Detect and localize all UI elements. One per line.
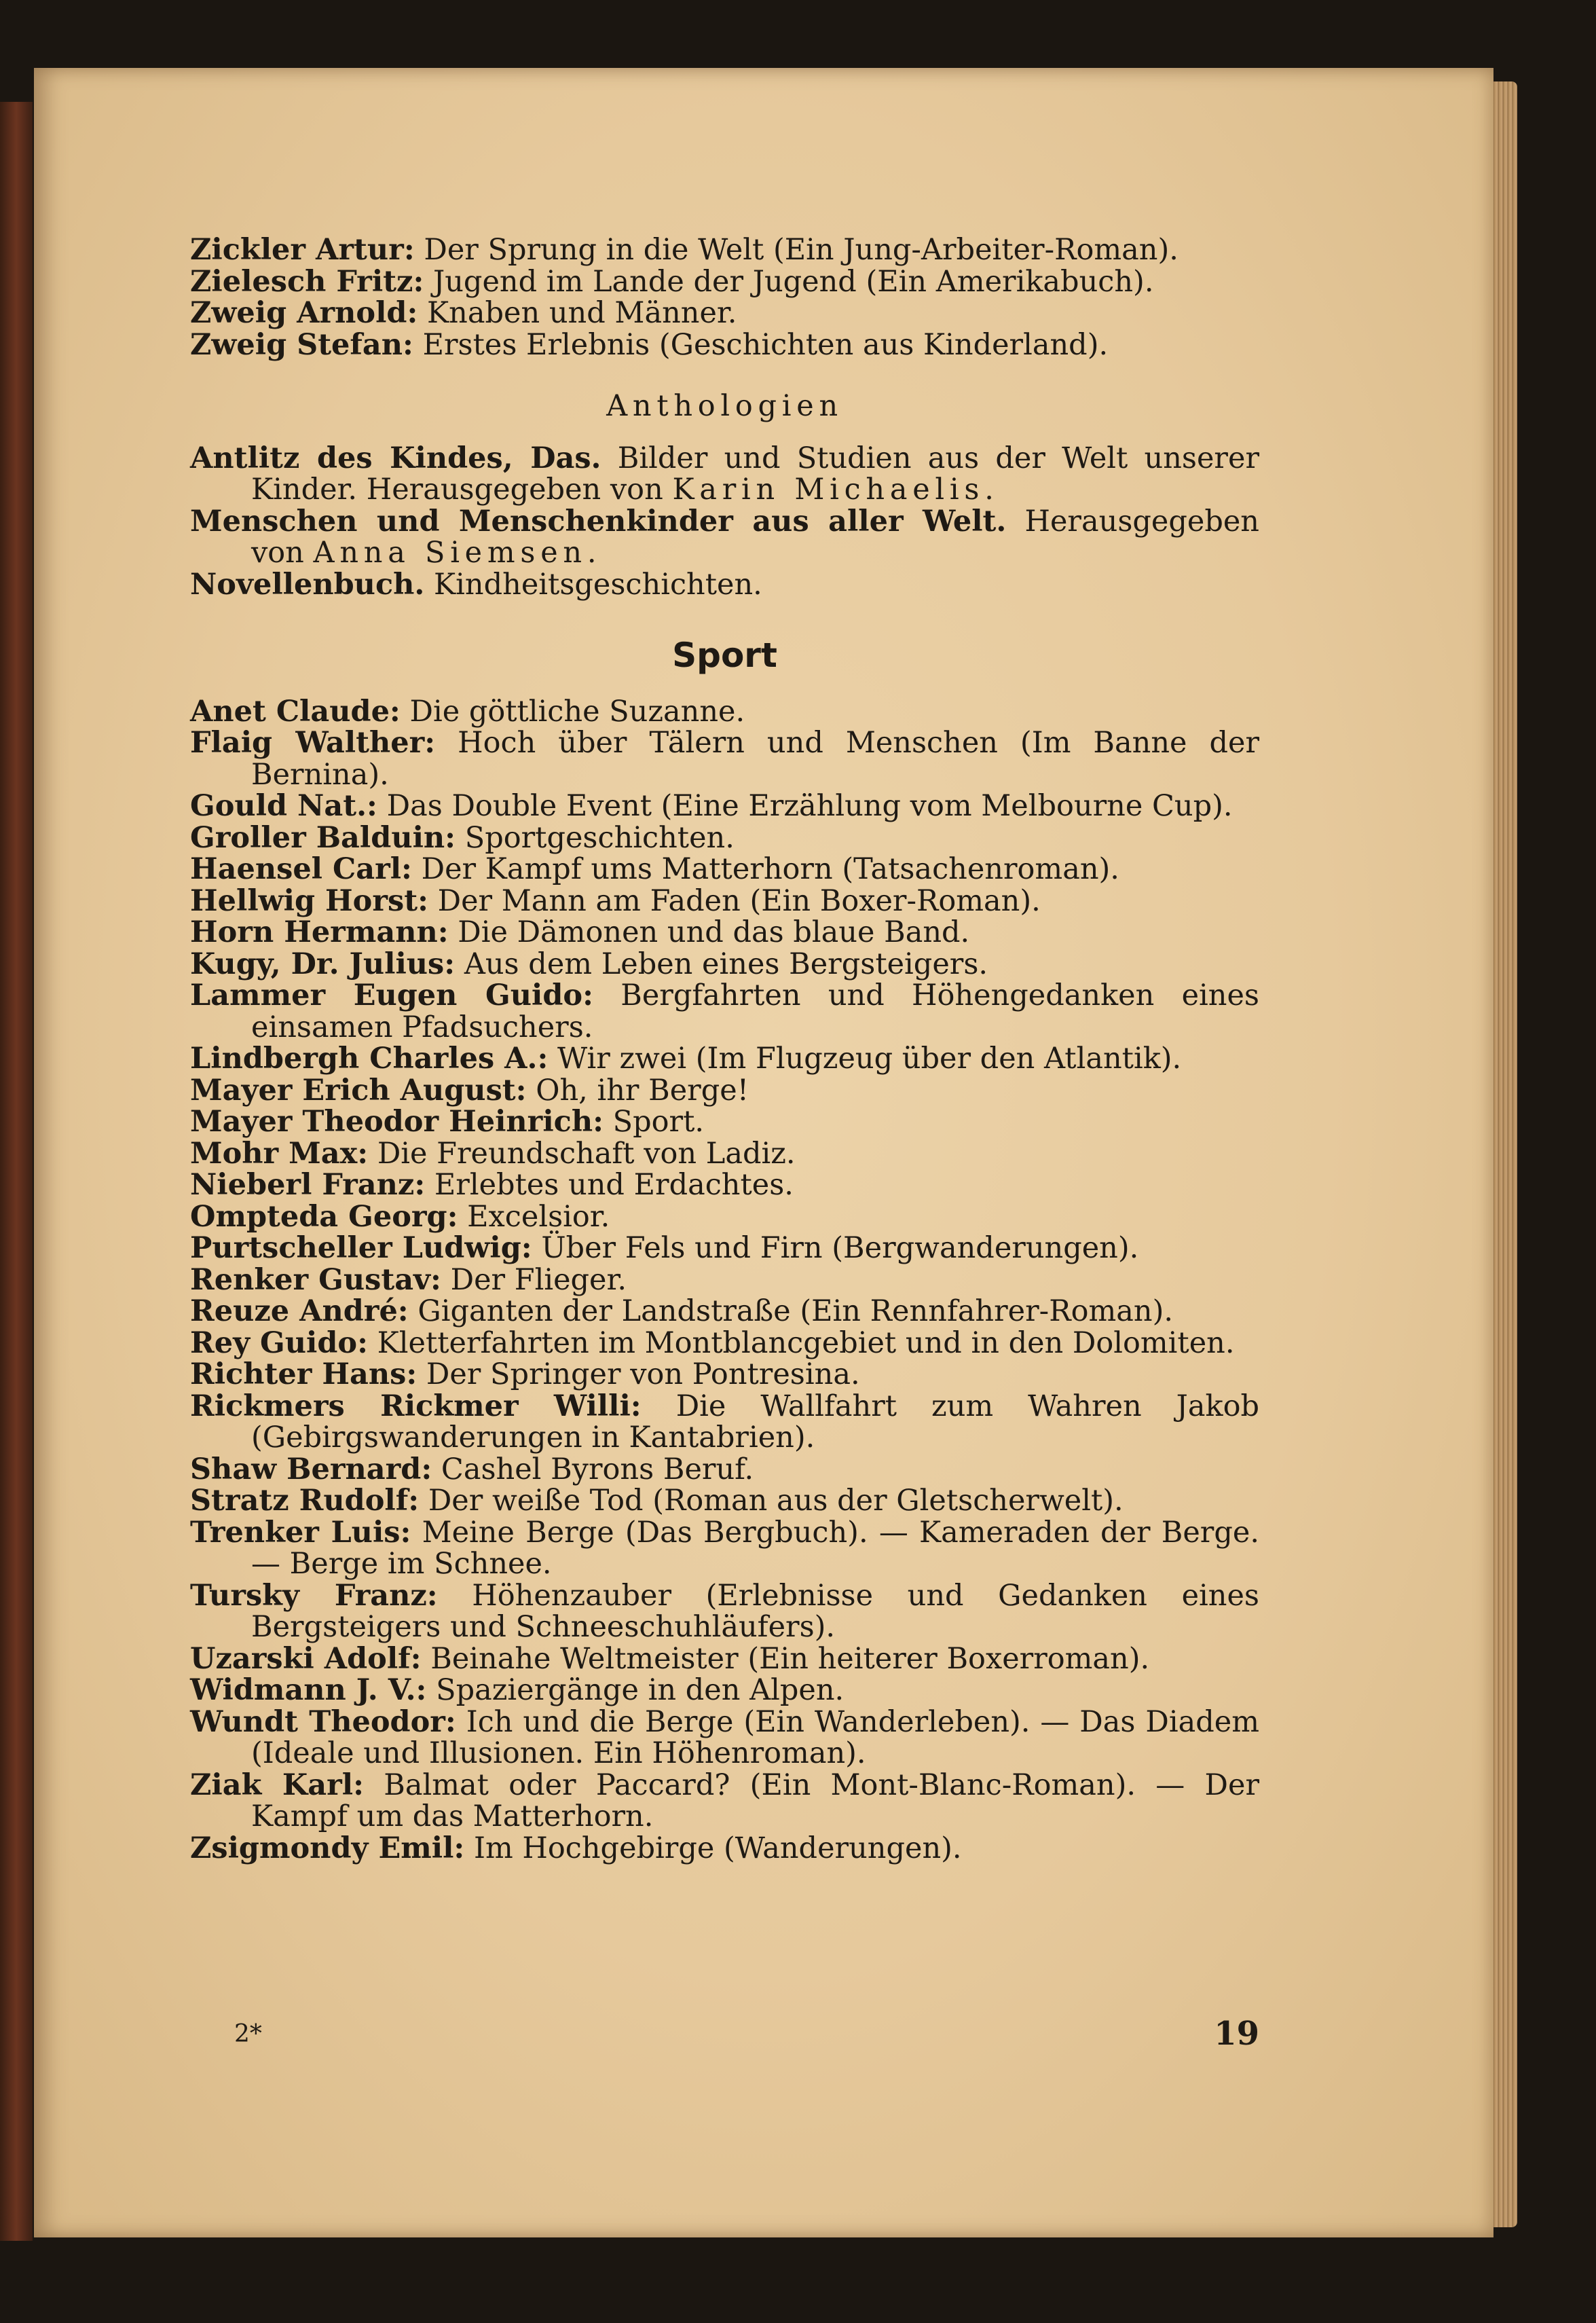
- entry-title: Aus dem Leben eines Bergsteigers.: [464, 947, 988, 981]
- entry-title: Giganten der Landstraße (Ein Rennfahrer-Roman).: [417, 1294, 1174, 1328]
- entry-author: Widmann J. V.:: [190, 1673, 427, 1707]
- entry-author: Haensel Carl:: [190, 852, 412, 886]
- entry: [190, 1359, 1259, 1391]
- entry-author: Gould Nat.:: [190, 789, 377, 823]
- entry-title: Excelsior.: [467, 1199, 610, 1234]
- entry: [190, 1675, 1259, 1706]
- entry-author: Mayer Erich August:: [190, 1073, 527, 1108]
- entry: [190, 917, 1259, 949]
- entry: [190, 1770, 1259, 1833]
- entry: [190, 980, 1259, 1043]
- page-content: [190, 234, 1259, 1864]
- entry-title: Jugend im Lande der Jugend (Ein Amerikabuch).: [433, 264, 1154, 299]
- entry-title: Erlebtes und Erdachtes.: [434, 1168, 794, 1202]
- entry: [190, 854, 1259, 885]
- entry-author: Nieberl Franz:: [190, 1168, 426, 1202]
- entry-author: Reuze André:: [190, 1294, 409, 1328]
- entry-author: Flaig Walther:: [190, 726, 436, 760]
- entry-title: Beinahe Weltmeister (Ein heiterer Boxerroman).: [430, 1641, 1150, 1676]
- entry-author: Renker Gustav:: [190, 1262, 441, 1297]
- entry: [190, 443, 1259, 506]
- entry: [190, 1580, 1259, 1643]
- entry-editor: Karin Michaelis: [672, 473, 985, 507]
- entry-author: Zickler Artur:: [190, 233, 415, 267]
- entry-title: Der Mann am Faden (Ein Boxer-Roman).: [437, 883, 1041, 918]
- entry-title: Höhenzauber (Erlebnisse und Gedanken eines Bergsteigers und Schneeschuhläufers).: [251, 1578, 1259, 1644]
- entry: [190, 1391, 1259, 1454]
- sport-list: [190, 696, 1259, 1865]
- entry: [190, 1454, 1259, 1486]
- anthologien-list: [190, 443, 1259, 601]
- entry: [190, 297, 1259, 329]
- entry-author: Purtscheller Ludwig:: [190, 1231, 532, 1265]
- entry-title: Der weiße Tod (Roman aus der Gletscherwelt).: [428, 1484, 1124, 1518]
- entry-author: Zweig Arnold:: [190, 296, 418, 330]
- entry-title: Der Springer von Pontresina.: [426, 1357, 860, 1391]
- entry-author: Lindbergh Charles A.:: [190, 1042, 549, 1076]
- entry-title: Hoch über Tälern und Menschen (Im Banne der Bernina).: [251, 726, 1259, 792]
- entry-author: Rickmers Rickmer Willi:: [190, 1389, 642, 1423]
- entry-title: Die göttliche Suzanne.: [409, 694, 745, 729]
- entry: [190, 1043, 1259, 1075]
- entry-author: Stratz Rudolf:: [190, 1484, 420, 1518]
- entry-title: Die Wallfahrt zum Wahren Jakob (Gebirgswanderungen in Kantabrien).: [251, 1389, 1260, 1455]
- page-number: 19: [1214, 2015, 1259, 2053]
- entry: [190, 1169, 1259, 1201]
- entry-title: Die Freundschaft von Ladiz.: [377, 1136, 796, 1171]
- entry-title: Erstes Erlebnis (Geschichten aus Kinderland).: [422, 327, 1109, 362]
- entry-title: Ich und die Berge (Ein Wanderleben). — Das Diadem (Ideale und Illusionen. Ein Höhenroman).: [251, 1704, 1259, 1770]
- entry: [190, 822, 1259, 854]
- entry-title: Im Hochgebirge (Wanderungen).: [473, 1831, 962, 1865]
- entry-author: Richter Hans:: [190, 1357, 417, 1391]
- entry: [190, 1706, 1259, 1770]
- entry: [190, 234, 1259, 266]
- entry-tail: .: [587, 536, 597, 570]
- entry-author: Kugy, Dr. Julius:: [190, 947, 456, 981]
- entry-author: Uzarski Adolf:: [190, 1641, 422, 1676]
- entry-title: Über Fels und Firn (Bergwanderungen).: [541, 1231, 1139, 1265]
- entry: [190, 1296, 1259, 1328]
- entry-title-bold: Menschen und Menschenkinder aus aller Welt.: [190, 504, 1007, 538]
- entry: [190, 1106, 1259, 1138]
- entry-author: Rey Guido:: [190, 1325, 368, 1360]
- entry: [190, 1201, 1259, 1233]
- entry: [190, 1075, 1259, 1107]
- entry-title: Der Flieger.: [450, 1262, 627, 1297]
- entry-title: Cashel Byrons Beruf.: [441, 1452, 754, 1486]
- entry: [190, 885, 1259, 917]
- entry-author: Tursky Franz:: [190, 1578, 438, 1613]
- entry: [190, 329, 1259, 361]
- entry: [190, 266, 1259, 298]
- entry-editor: Anna Siemsen: [313, 536, 587, 570]
- entry-title: Das Double Event (Eine Erzählung vom Melbourne Cup).: [386, 789, 1233, 823]
- entry: [190, 1485, 1259, 1517]
- entry: [190, 1232, 1259, 1264]
- entry-author: Zweig Stefan:: [190, 327, 413, 362]
- entry-title-bold: Antlitz des Kindes, Das.: [190, 441, 601, 475]
- book-spine: [0, 102, 33, 2241]
- entry-author: Groller Balduin:: [190, 820, 456, 855]
- entry-title: Der Sprung in die Welt (Ein Jung-Arbeiter-Roman).: [424, 233, 1179, 267]
- entry-author: Horn Hermann:: [190, 915, 449, 949]
- entry: [190, 1264, 1259, 1296]
- entry-title-bold: Novellenbuch.: [190, 567, 425, 602]
- entry: [190, 949, 1259, 981]
- entry-author: Shaw Bernard:: [190, 1452, 432, 1486]
- entry: [190, 790, 1259, 822]
- entry-title: Meine Berge (Das Bergbuch). — Kameraden der Berge. — Berge im Schnee.: [251, 1515, 1260, 1581]
- entry-title: Oh, ihr Berge!: [536, 1073, 749, 1108]
- entry-author: Ziak Karl:: [190, 1768, 365, 1802]
- entry-text: Bilder und Studien aus der Welt unserer Kinder. Herausgegeben von: [251, 441, 1259, 507]
- entry: [190, 1517, 1259, 1580]
- entry-author: Hellwig Horst:: [190, 883, 428, 918]
- entry-author: Mohr Max:: [190, 1136, 369, 1171]
- entry-title: Spaziergänge in den Alpen.: [436, 1673, 845, 1707]
- entry-author: Zsigmondy Emil:: [190, 1831, 465, 1865]
- entry-title: Knaben und Männer.: [427, 296, 737, 330]
- entry-title: Sportgeschichten.: [464, 820, 735, 855]
- entry: [190, 506, 1259, 569]
- entry: [190, 1138, 1259, 1170]
- entry-title: Balmat oder Paccard? (Ein Mont-Blanc-Roman). — Der Kampf um das Matterhorn.: [251, 1768, 1260, 1833]
- entry-author: Lammer Eugen Guido:: [190, 978, 593, 1012]
- entry: [190, 1833, 1259, 1865]
- entry-tail: .: [984, 473, 994, 507]
- entry-text: Kindheitsgeschichten.: [434, 567, 762, 602]
- entry-author: Anet Claude:: [190, 694, 401, 729]
- entry: [190, 696, 1259, 728]
- entries-top: [190, 234, 1259, 361]
- entry-title: Der Kampf ums Matterhorn (Tatsachenroman).: [421, 852, 1119, 886]
- entry-title: Wir zwei (Im Flugzeug über den Atlantik).: [557, 1042, 1182, 1076]
- section-heading-anthologien: Anthologien: [606, 389, 843, 423]
- entry-author: Mayer Theodor Heinrich:: [190, 1105, 604, 1139]
- entry: [190, 727, 1259, 790]
- signature-mark: 2*: [234, 2020, 262, 2048]
- entry-author: Trenker Luis:: [190, 1515, 411, 1550]
- entry-title: Sport.: [612, 1105, 705, 1139]
- section-heading-sport: Sport: [672, 636, 777, 675]
- entry-title: Die Dämonen und das blaue Band.: [458, 915, 970, 949]
- entry: [190, 569, 1259, 601]
- entry: [190, 1325, 1259, 1360]
- entry-author: Wundt Theodor:: [190, 1704, 456, 1739]
- entry-author: Ompteda Georg:: [190, 1199, 458, 1234]
- entry-text: Herausgegeben von: [251, 504, 1259, 570]
- entry-title: Kletterfahrten im Montblancgebiet und in den Dolomiten.: [377, 1325, 1235, 1360]
- entry-author: Zielesch Fritz:: [190, 264, 424, 299]
- entry: [190, 1643, 1259, 1675]
- entry-title: Bergfahrten und Höhengedanken eines einsamen Pfadsuchers.: [251, 978, 1259, 1044]
